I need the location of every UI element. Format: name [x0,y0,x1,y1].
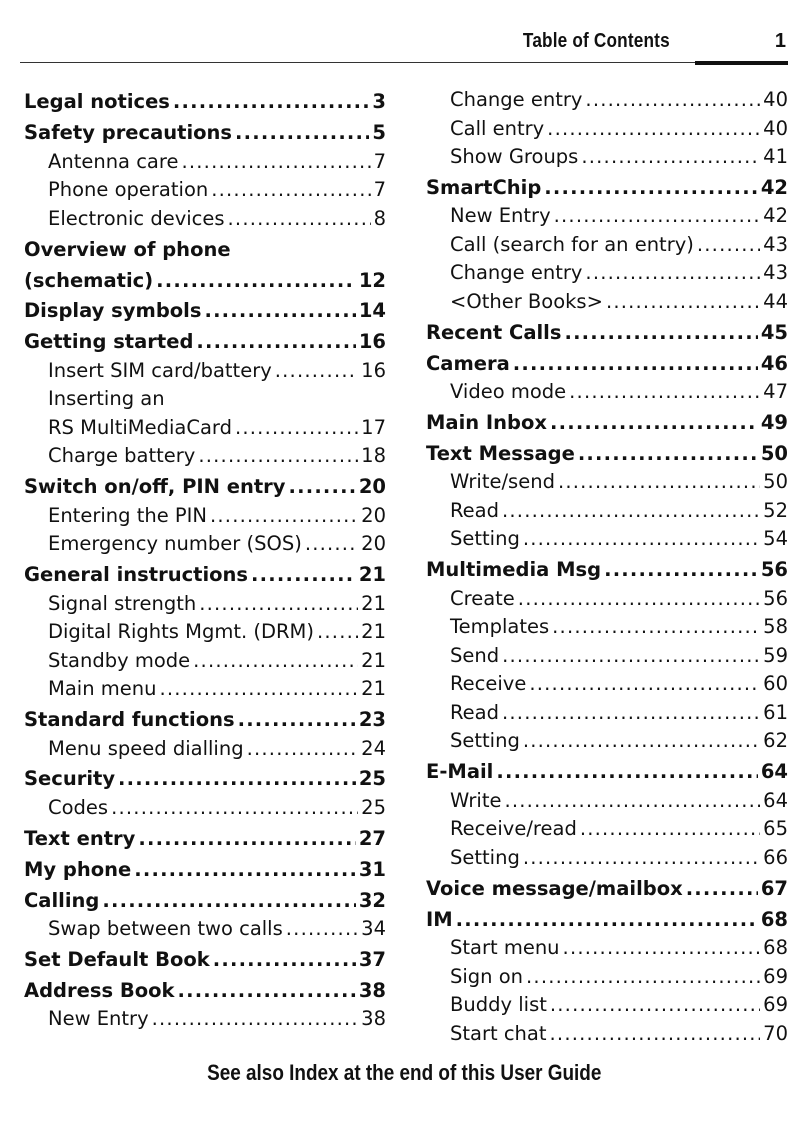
toc-entry-title: Setting [450,527,520,551]
toc-section-entry[interactable] [24,442,386,471]
toc-entry-page: 58 [763,615,788,639]
toc-entry-page: 67 [760,876,788,900]
toc-entry-title: Change entry [450,88,583,111]
toc-section-entry[interactable] [426,699,788,728]
toc-entry-page: 49 [760,411,788,435]
toc-section-entry[interactable] [24,915,386,944]
toc-entry-page: 38 [361,1007,386,1031]
toc-entry-title: (schematic) [24,268,154,292]
toc-entry-title: Calling [24,888,100,912]
toc-chapter-entry[interactable] [426,409,788,438]
toc-section-entry[interactable] [426,844,788,873]
toc-entry-title: Codes [48,795,109,819]
toc-section-entry[interactable] [24,590,386,619]
toc-entry-page: 38 [358,978,386,1002]
toc-section-entry[interactable] [24,502,386,531]
toc-entry-title: Overview of phone [24,237,231,261]
toc-section-entry[interactable] [24,357,386,386]
toc-section-entry[interactable] [24,205,386,234]
dot-leader [585,259,760,288]
toc-entry-title: Signal strength [48,591,197,615]
toc-entry-page: 16 [361,358,386,382]
dot-leader [518,585,760,614]
toc-entry-page: 44 [763,289,788,313]
dot-leader [210,502,358,531]
toc-entry-page: 34 [361,917,386,941]
toc-entry-page: 21 [361,677,386,701]
dot-leader [578,440,758,469]
dot-leader [523,525,760,554]
toc-entry-page: 68 [763,936,788,960]
toc-section-entry[interactable] [426,288,788,317]
toc-chapter-entry[interactable] [426,174,788,203]
toc-section-entry[interactable] [24,530,386,559]
toc-entry-title: Receive [450,672,527,696]
toc-entry-page: 25 [358,767,386,791]
toc-section-entry[interactable] [24,675,386,704]
dot-leader [213,946,356,975]
toc-chapter-entry[interactable] [24,267,386,296]
toc-section-entry[interactable] [426,934,788,963]
toc-entry-page: 25 [361,795,386,819]
toc-chapter-entry[interactable] [24,328,386,357]
toc-entry-title: Main menu [48,677,157,701]
toc-chapter-entry[interactable] [426,556,788,585]
header-title: Table of Contents [523,30,670,52]
toc-section-entry[interactable] [24,647,386,676]
toc-entry-page: 65 [763,817,788,841]
toc-chapter-entry[interactable] [426,758,788,787]
dot-leader [228,205,371,234]
toc-chapter-entry[interactable] [24,825,386,854]
toc-entry-title: Swap between two calls [48,917,283,941]
toc-section-entry[interactable] [426,991,788,1020]
toc-entry-title: Read [450,498,499,522]
toc-entry-page: 7 [373,178,386,202]
toc-entry-title: New Entry [48,1007,149,1031]
toc-entry-title: Write [450,788,502,812]
dot-leader [199,590,358,619]
toc-entry-page: 23 [358,708,386,732]
dot-leader [317,618,358,647]
toc-entry-page: 20 [361,532,386,556]
toc-entry-page: 59 [763,643,788,667]
toc-entry-page: 40 [763,116,788,140]
toc-entry-page: 20 [361,503,386,527]
toc-entry-title: New Entry [450,204,551,228]
dot-leader [173,88,370,117]
dot-leader [238,706,356,735]
toc-entry-title: Antenna care [48,149,179,173]
dot-leader [193,647,358,676]
toc-entry-page: 54 [763,527,788,551]
toc-entry-title: Menu speed dialling [48,736,244,760]
toc-entry-title: IM [426,907,453,931]
toc-entry-page: 37 [358,947,386,971]
toc-entry-page: 42 [760,175,788,199]
toc-section-entry[interactable] [24,618,386,647]
toc-entry-page: 41 [763,145,788,168]
toc-entry-title: Switch on/off, PIN entry [24,475,286,499]
toc-chapter-entry[interactable] [426,319,788,348]
toc-entry-page: 16 [358,330,386,354]
toc-chapter-entry[interactable] [24,119,386,148]
toc-entry-title: Call entry [450,116,545,140]
dot-leader [581,143,760,172]
toc-entry-title: Standard functions [24,708,235,732]
dot-leader [181,148,370,177]
toc-section-entry[interactable] [426,86,788,115]
toc-entry-page: 14 [358,299,386,323]
toc-entry-title: Entering the PIN [48,503,207,527]
dot-leader [496,758,758,787]
toc-column-right [426,86,788,1048]
page-header [20,28,788,66]
toc-entry-page: 21 [361,620,386,644]
dot-leader [204,297,355,326]
toc-entry-title: Recent Calls [426,320,562,344]
toc-entry-title: Multimedia Msg [426,558,602,582]
toc-chapter-entry[interactable] [24,856,386,885]
toc-column-left [24,86,386,1034]
dot-leader [513,350,758,379]
dot-leader [563,934,761,963]
toc-entry-title: RS MultiMediaCard [48,415,232,439]
toc-entry-title: Start chat [450,1021,547,1045]
index-note-text: See also Index at the end of this User Guide [206,1060,602,1085]
toc-entry-page: 70 [763,1021,788,1045]
dot-leader [564,319,757,348]
toc-entry-page: 21 [358,563,386,587]
toc-entry-page: 61 [763,700,788,724]
toc-entry-title: Inserting an [48,387,165,411]
toc-chapter-entry[interactable] [24,561,386,590]
toc-entry-page: 68 [760,907,788,931]
toc-entry-title: Templates [450,615,550,639]
toc-entry-page: 42 [763,204,788,228]
toc-section-entry[interactable] [426,468,788,497]
toc-entry-page: 40 [763,88,788,111]
toc-chapter-entry[interactable] [24,473,386,502]
toc-entry-page: 47 [763,380,788,404]
toc-chapter-entry[interactable] [24,236,386,265]
toc-entry-title: Insert SIM card/battery [48,358,272,382]
toc-entry-page: 32 [358,888,386,912]
index-note [0,1060,808,1086]
toc-entry-page: 52 [763,498,788,522]
toc-entry-title: Text entry [24,826,136,850]
dot-leader [604,556,758,585]
toc-chapter-entry[interactable] [24,946,386,975]
toc-entry-page: 21 [361,648,386,672]
toc-entry-title: Show Groups [450,145,579,168]
dot-leader [547,115,760,144]
toc-entry-page: 50 [763,470,788,494]
toc-section-entry[interactable] [426,143,788,172]
toc-entry-page: 5 [372,121,386,145]
toc-entry-title: Sign on [450,964,524,988]
toc-section-entry[interactable] [426,115,788,144]
toc-entry-title: Display symbols [24,299,202,323]
dot-leader [529,670,760,699]
toc-chapter-entry[interactable] [24,765,386,794]
toc-section-entry[interactable] [426,727,788,756]
toc-entry-page: 20 [358,475,386,499]
toc-section-entry[interactable] [24,385,386,414]
toc-entry-title: Main Inbox [426,411,547,435]
dot-leader [585,86,760,115]
toc-entry-title: E-Mail [426,760,494,784]
toc-entry-title: Send [450,643,500,667]
toc-entry-page: 45 [760,320,788,344]
toc-chapter-entry[interactable] [426,440,788,469]
dot-leader [580,815,760,844]
toc-entry-title: Write/send [450,470,555,494]
toc-section-entry[interactable] [426,525,788,554]
dot-leader [111,794,358,823]
toc-chapter-entry[interactable] [426,875,788,904]
dot-leader [235,414,358,443]
toc-entry-title: Camera [426,351,510,375]
toc-section-entry[interactable] [24,794,386,823]
toc-entry-page: 66 [763,845,788,869]
toc-entry-title: Video mode [450,380,567,404]
toc-chapter-entry[interactable] [426,350,788,379]
toc-section-entry[interactable] [24,735,386,764]
dot-leader [196,328,355,357]
dot-leader [177,977,355,1006]
toc-entry-title: Security [24,767,116,791]
toc-entry-title: Standby mode [48,648,191,672]
dot-leader [102,887,355,916]
dot-leader [198,442,358,471]
toc-entry-title: Text Message [426,441,575,465]
toc-entry-title: Legal notices [24,90,170,114]
toc-section-entry[interactable] [426,231,788,260]
dot-leader [305,530,358,559]
toc-entry-page: 27 [358,826,386,850]
toc-entry-page: 43 [763,261,788,285]
toc-entry-page: 69 [763,993,788,1017]
dot-leader [159,675,358,704]
toc-entry-page: 17 [361,415,386,439]
toc-entry-page: 46 [760,351,788,375]
dot-leader [550,991,760,1020]
toc-entry-title: Change entry [450,261,583,285]
toc-entry-page: 56 [760,558,788,582]
toc-entry-title: Getting started [24,330,194,354]
toc-entry-title: SmartChip [426,175,542,199]
toc-entry-title: Read [450,700,499,724]
dot-leader [502,642,760,671]
toc-section-entry[interactable] [426,815,788,844]
dot-leader [211,176,370,205]
dot-leader [550,409,758,438]
toc-entry-page: 56 [763,586,788,610]
toc-chapter-entry[interactable] [24,887,386,916]
toc-chapter-entry[interactable] [24,297,386,326]
dot-leader [456,906,758,935]
toc-entry-page: 31 [358,857,386,881]
toc-entry-title: Start menu [450,936,560,960]
toc-entry-title: Digital Rights Mgmt. (DRM) [48,620,314,644]
toc-chapter-entry[interactable] [24,706,386,735]
toc-entry-page: 64 [760,760,788,784]
dot-leader [275,357,358,386]
toc-entry-title: Setting [450,729,520,753]
toc-entry-title: General instructions [24,563,249,587]
toc-entry-title: Buddy list [450,993,547,1017]
toc-entry-title: Voice message/mailbox [426,876,683,900]
toc-section-entry[interactable] [426,670,788,699]
toc-entry-title: Setting [450,845,520,869]
toc-section-entry[interactable] [24,414,386,443]
toc-entry-page: 12 [358,268,386,292]
toc-entry-page: 3 [372,90,386,114]
dot-leader [558,468,760,497]
dot-leader [502,497,760,526]
toc-entry-title: Receive/read [450,817,577,841]
toc-entry-page: 50 [760,441,788,465]
toc-section-entry[interactable] [426,642,788,671]
dot-leader [289,473,356,502]
dot-leader [235,119,369,148]
dot-leader [606,288,760,317]
dot-leader [550,1020,761,1049]
toc-chapter-entry[interactable] [24,977,386,1006]
header-rule [20,62,788,63]
dot-leader [502,699,760,728]
toc-entry-title: <Other Books> [450,289,603,313]
dot-leader [152,1005,359,1034]
dot-leader [526,963,760,992]
toc-entry-page: 64 [763,788,788,812]
toc-entry-title: Set Default Book [24,947,210,971]
toc-entry-title: My phone [24,857,132,881]
toc-section-entry[interactable] [24,1005,386,1034]
toc-section-entry[interactable] [24,176,386,205]
toc-entry-title: Phone operation [48,178,209,202]
toc-entry-title: Electronic devices [48,206,225,230]
header-rule-accent [695,61,788,65]
toc-section-entry[interactable] [426,963,788,992]
toc-entry-title: Call (search for an entry) [450,232,694,256]
toc-chapter-entry[interactable] [426,906,788,935]
dot-leader [544,174,758,203]
toc-entry-title: Safety precautions [24,121,233,145]
dot-leader [247,735,359,764]
toc-chapter-entry[interactable] [24,88,386,117]
toc-section-entry[interactable] [24,148,386,177]
dot-leader [523,844,760,873]
toc-section-entry[interactable] [426,787,788,816]
toc-section-entry[interactable] [426,613,788,642]
dot-leader [523,727,760,756]
toc-section-entry[interactable] [426,259,788,288]
toc-entry-title: Address Book [24,978,175,1002]
toc-entry-page: 24 [361,736,386,760]
dot-leader [156,267,356,296]
toc-entry-page: 8 [373,206,386,230]
toc-section-entry[interactable] [426,1020,788,1049]
dot-leader [554,202,761,231]
dot-leader [569,378,760,407]
dot-leader [138,825,355,854]
dot-leader [286,915,358,944]
dot-leader [697,231,760,260]
toc-entry-page: 7 [373,149,386,173]
toc-entry-title: Emergency number (SOS) [48,532,302,556]
dot-leader [134,856,356,885]
toc-entry-page: 18 [361,444,386,468]
toc-entry-page: 43 [763,232,788,256]
toc-section-entry[interactable] [426,378,788,407]
toc-entry-page: 21 [361,591,386,615]
toc-entry-title: Charge battery [48,444,196,468]
toc-entry-page: 69 [763,964,788,988]
dot-leader [118,765,356,794]
toc-section-entry[interactable] [426,585,788,614]
toc-section-entry[interactable] [426,202,788,231]
toc-section-entry[interactable] [426,497,788,526]
page-number: 1 [774,30,786,52]
dot-leader [251,561,356,590]
dot-leader [552,613,760,642]
toc-entry-page: 62 [763,729,788,753]
toc-entry-title: Create [450,586,515,610]
dot-leader [504,787,760,816]
toc-entry-page: 60 [763,672,788,696]
dot-leader [686,875,758,904]
